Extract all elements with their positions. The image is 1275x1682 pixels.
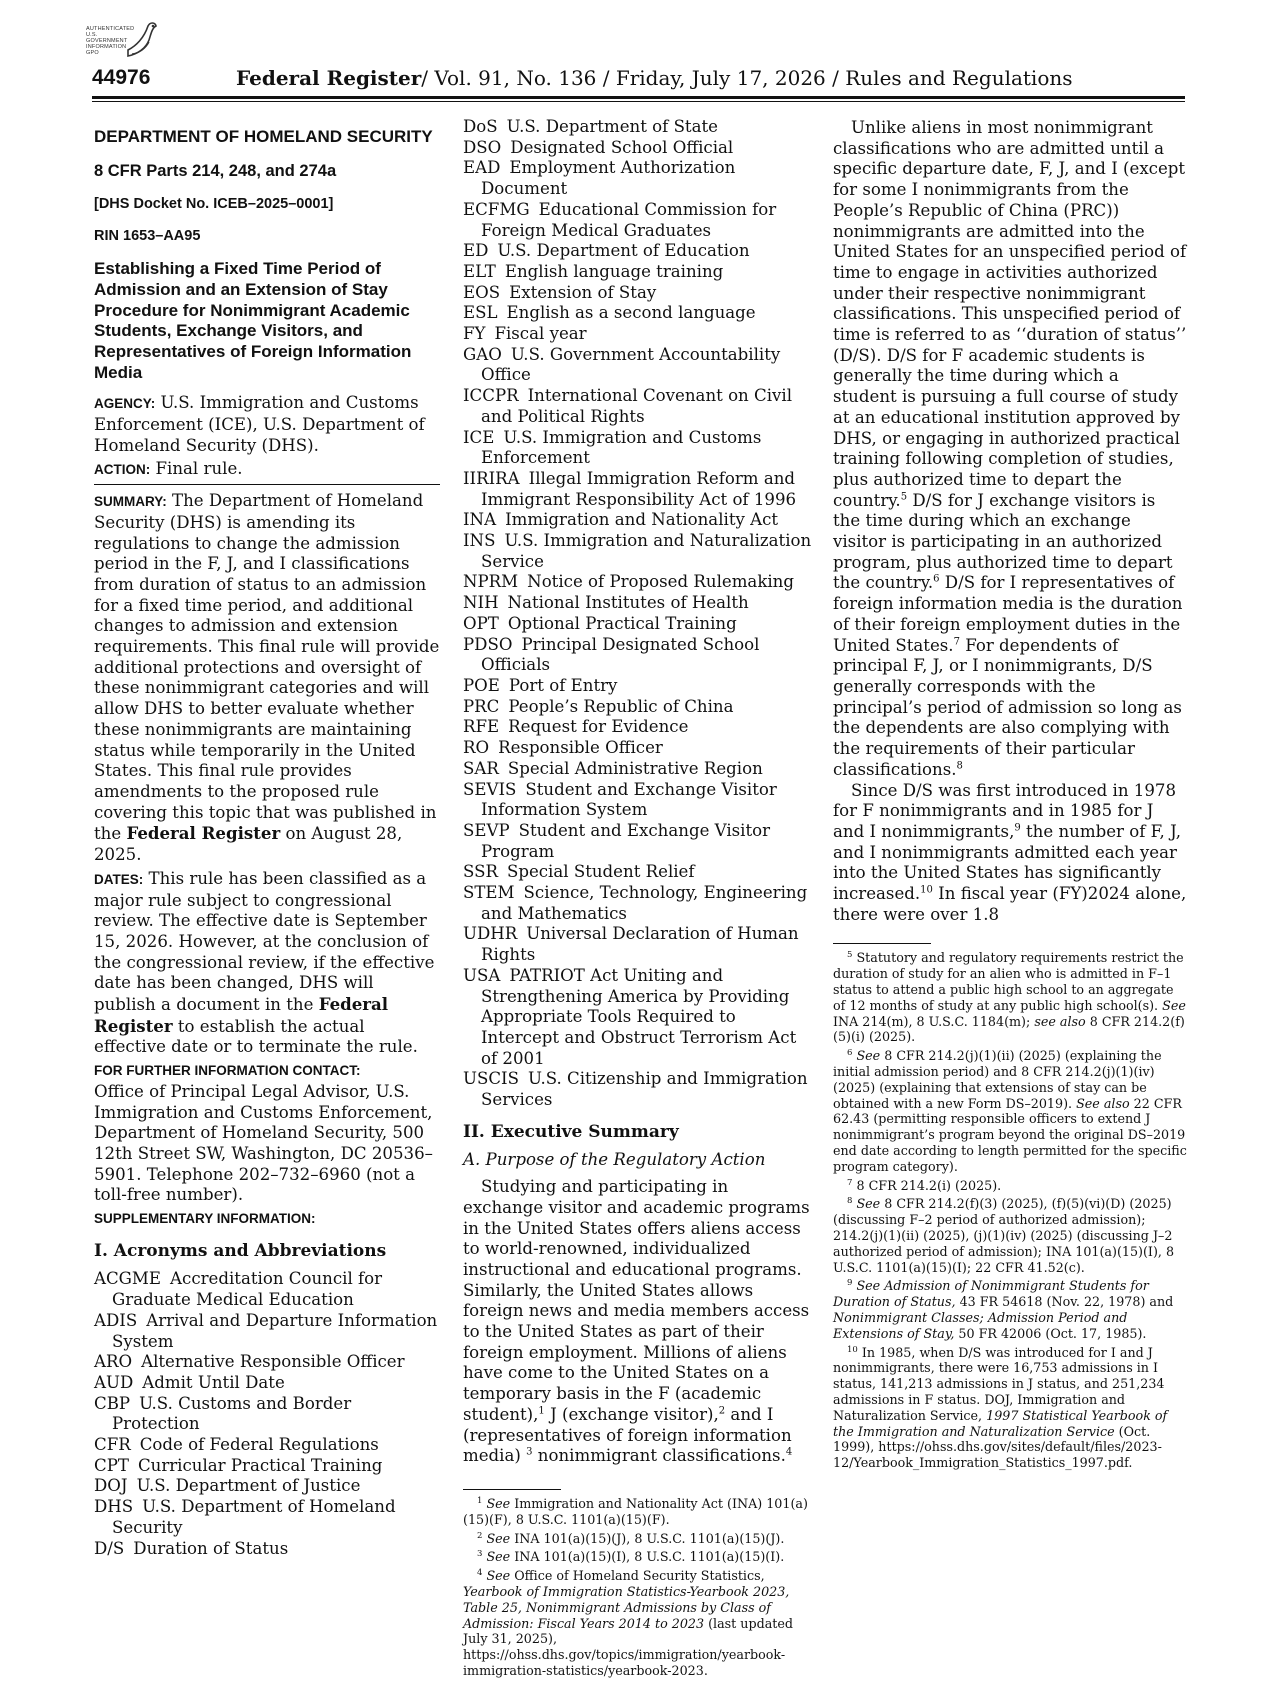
column-3 [833, 118, 1187, 1474]
acronym-abbr: OPT [463, 613, 499, 633]
issue-info: / Vol. 91, No. 136 / Friday, July 17, 2026 / Rules and Regulations [421, 66, 1073, 90]
acronym-item [463, 531, 813, 572]
acronym-item [463, 759, 813, 780]
footnote-rule [833, 943, 931, 944]
acronym-item [463, 883, 813, 924]
fn-ref-8[interactable]: 8 [956, 760, 963, 772]
acronym-abbr: ICE [463, 427, 495, 447]
acronym-item [463, 738, 813, 759]
acronym-item [463, 821, 813, 862]
dates-federal-register: Federal Register [94, 994, 389, 1036]
executive-summary-heading: II. Executive Summary [463, 1121, 679, 1142]
acronym-definition: Admit Until Date [142, 1372, 285, 1392]
acronym-abbr: PDSO [463, 634, 513, 654]
acronym-item [94, 1539, 440, 1560]
column-1 [94, 118, 440, 1559]
fn-see: See [486, 1568, 511, 1584]
footnote-3 [463, 1549, 813, 1565]
fn-ref-6[interactable]: 6 [933, 573, 940, 585]
fn-num: 9 [847, 1278, 853, 1289]
acronym-abbr: NIH [463, 593, 499, 613]
acronym-item [463, 593, 813, 614]
footnote-4 [463, 1568, 813, 1679]
fn-text: 8 CFR 214.2(f)(3) (2025), (f)(5)(vi)(D) (2025) (discussing F–2 period of authorized admission); 214.2(j)(1)(ii) (2025), (j)(1)(iv) (2025) (discussing J–2 authorized period of admission); INA 101(a)(15)(I), 8 U.S.C. 1101(a)(15)(I); 22 CFR 41.52(c). [833, 1196, 1175, 1275]
acronym-abbr: ACGME [94, 1269, 162, 1289]
dates-block [94, 869, 440, 1058]
acronym-definition: Science, Technology, Engineering and Mathematics [481, 883, 808, 923]
acronym-abbr: CFR [94, 1435, 131, 1455]
footnote-rule [463, 1489, 561, 1490]
footnote-8 [833, 1196, 1187, 1275]
acronym-abbr: ELT [463, 261, 496, 281]
acronym-item [94, 1311, 440, 1352]
fn-num: 2 [477, 1530, 483, 1541]
agency-label: AGENCY: [94, 396, 156, 412]
acronym-definition: U.S. Customs and Border Protection [112, 1393, 352, 1434]
acronym-item [463, 469, 813, 510]
purpose-text: Studying and participating in exchange visitor and academic programs in the United States offers aliens access to world-renowned, individualized instructional and educational programs. Similarly, the United States allows foreign news and media members access to the United States as part of their foreign employment. Millions of aliens have come to the United States on a temporary basis in the F (academic student), [463, 1177, 810, 1424]
fn-italic: See Admission of Nonimmigrant Students for Duration of Status, [833, 1278, 1149, 1310]
fn-text: Immigration and Nationality Act (INA) 101(a)(15)(F), 8 U.S.C. 1101(a)(15)(F). [463, 1496, 808, 1527]
purpose-heading: A. Purpose of the Regulatory Action [463, 1150, 766, 1170]
acronym-item [463, 138, 813, 159]
acronym-abbr: EAD [463, 158, 501, 178]
fn-text: Office of Homeland Security Statistics, [514, 1568, 765, 1584]
acronym-abbr: POE [463, 675, 500, 695]
acronym-item [94, 1497, 440, 1538]
fn-text: 43 FR 54618 (Nov. 22, 1978) and [959, 1294, 1174, 1310]
fn-num: 5 [847, 950, 853, 961]
acronym-definition: U.S. Immigration and Customs Enforcement [481, 427, 762, 468]
acronym-definition: Code of Federal Regulations [139, 1435, 379, 1455]
fn-text: 8 CFR 214.2(f)(5)(i) (2025). [833, 1013, 1185, 1045]
acronym-definition: Curricular Practical Training [137, 1455, 383, 1475]
acronym-definition: Optional Practical Training [507, 613, 737, 633]
acronym-definition: Extension of Stay [509, 282, 657, 302]
acronym-definition: Fiscal year [494, 324, 587, 344]
agency-text: U.S. Immigration and Customs Enforcement (ICE), U.S. Department of Homeland Security (DHS). [94, 393, 425, 455]
purpose-text: nonimmigrant classifications. [532, 1446, 786, 1466]
fn-text: 22 CFR 62.43 (permitting responsible officers to extend J nonimmigrant’s program beyond the original DS–2019 end date according to length permitted for the specific program category). [833, 1095, 1187, 1174]
acronym-definition: Universal Declaration of Human Rights [481, 924, 799, 965]
acronym-item [94, 1373, 440, 1394]
acronym-definition: Special Administrative Region [507, 758, 763, 778]
fn-ref-9[interactable]: 9 [1014, 822, 1021, 834]
acronym-abbr: SEVIS [463, 779, 517, 799]
acronym-definition: Designated School Official [510, 137, 734, 157]
fn-text: 8 CFR 214.2(i) (2025). [856, 1177, 1002, 1193]
acronym-definition: Student and Exchange Visitor Program [481, 820, 771, 861]
acronym-abbr: CBP [94, 1393, 131, 1413]
fn-text: Statutory and regulatory requirements restrict the duration of study for an alien who is admitted in F–1 status to attend a public high school to an aggregate of 12 months of study at any public high school(s). [833, 950, 1184, 1013]
body-text: For dependents of principal F, J, or I nonimmigrants, D/S generally corresponds with the principal’s period of admission so long as the dependents are also complying with the requirements of their particular classifications. [833, 635, 1182, 779]
body-text: D/S for J exchange visitors is the time during which an exchange visitor is participating in an authorized program, plus authorized time to depart the country. [833, 490, 1173, 593]
acronym-item [94, 1435, 440, 1456]
acronym-list-2 [463, 117, 813, 1111]
summary-label: SUMMARY: [94, 494, 167, 510]
summary-text-end: on August 28, 2025. [94, 824, 403, 865]
acronym-abbr: STEM [463, 883, 515, 903]
acronym-abbr: SSR [463, 862, 498, 882]
acronym-definition: U.S. Government Accountability Office [481, 344, 781, 385]
supplementary-label: SUPPLEMENTARY INFORMATION: [94, 1211, 316, 1227]
purpose-text: J (exchange visitor), [544, 1404, 719, 1424]
acronym-definition: Special Student Relief [506, 862, 695, 882]
acronym-item [463, 780, 813, 821]
acronym-abbr: DoS [463, 117, 498, 136]
fn-ref-10[interactable]: 10 [920, 884, 933, 896]
acronym-item [463, 1069, 813, 1110]
acronym-abbr: ICCPR [463, 386, 519, 406]
acronym-abbr: CPT [94, 1455, 129, 1475]
acronym-definition: Port of Entry [508, 675, 618, 695]
body-text: Since D/S was first introduced in 1978 for F nonimmigrants and in 1985 for J and I nonimmigrants, [833, 780, 1177, 841]
acronym-definition: Principal Designated School Officials [481, 634, 760, 675]
acronym-definition: People’s Republic of China [508, 696, 734, 716]
docket-number: [DHS Docket No. ICEB–2025–0001] [94, 195, 334, 212]
dates-text: This rule has been classified as a major rule subject to congressional review. The effective date is September 15, 2026. However, at the conclusion of the congressional review, if the effective date has been changed, DHS will publish a document in the [94, 868, 435, 1015]
footnote-10 [833, 1345, 1187, 1471]
acronym-definition: English as a second language [506, 303, 756, 323]
fn-num: 7 [847, 1177, 853, 1188]
acronym-abbr: SEVP [463, 820, 510, 840]
acronym-abbr: USCIS [463, 1069, 519, 1089]
page-number: 44976 [92, 66, 151, 89]
acronym-definition: Responsible Officer [498, 738, 663, 758]
gpo-authentication-logo [86, 20, 164, 64]
acronym-item [463, 614, 813, 635]
acronym-item [463, 262, 813, 283]
journal-name: Federal Register [236, 66, 422, 90]
column-2 [463, 117, 813, 1682]
acronym-abbr: ARO [94, 1352, 133, 1372]
acronym-item [463, 324, 813, 345]
action-label: ACTION: [94, 462, 151, 478]
fn-text: (last updated July 31, 2025), https://ohss.dhs.gov/topics/immigration/yearbook-immigration-statistics/yearbook-2023. [463, 1615, 794, 1678]
eagle-icon [122, 20, 162, 64]
acronym-abbr: ADIS [94, 1310, 138, 1330]
fn-italic: 1997 Statistical Yearbook of the Immigration and Naturalization Service [833, 1407, 1168, 1439]
fn-text: 50 FR 42006 (Oct. 17, 1985). [958, 1325, 1147, 1341]
acronym-definition: U.S. Department of Education [497, 241, 750, 261]
acronym-definition: Accreditation Council for Graduate Medical Education [112, 1269, 383, 1310]
rule-title: Establishing a Fixed Time Period of Admission and an Extension of Stay Procedure for Nonimmigrant Academic Students, Exchange Visitors, and Representatives of Foreign Information Media [94, 259, 412, 382]
fn-num: 6 [847, 1047, 853, 1058]
fn-italic: Nonimmigrant Classes; Admission Period and Extensions of Stay, [833, 1309, 1128, 1341]
acronym-item [463, 386, 813, 427]
fn-ref-7[interactable]: 7 [953, 636, 960, 648]
fn-see: See [486, 1549, 511, 1565]
fn-italic: Yearbook of Immigration Statistics-Yearbook 2023, Table 25, Nonimmigrant Admissions by Class of Admission: Fiscal Years 2014 to 2023 [463, 1583, 790, 1631]
acronym-item [463, 510, 813, 531]
acronym-definition: Alternative Responsible Officer [141, 1352, 405, 1372]
header-rule-thin [92, 101, 1185, 102]
acronym-definition: English language training [504, 261, 724, 281]
acronym-item [463, 158, 813, 199]
acronym-abbr: DHS [94, 1497, 134, 1517]
footnote-1 [463, 1496, 813, 1528]
contact-text: Office of Principal Legal Advisor, U.S. Immigration and Customs Enforcement, Department of Homeland Security, 500 12th Street SW, Washington, DC 20536–5901. Telephone 202–732–6960 (not a toll-free number). [94, 1081, 433, 1205]
fn-num: 4 [477, 1567, 483, 1578]
acronym-item [463, 676, 813, 697]
fn-text: (Oct. 1999), https://ohss.dhs.gov/sites/default/files/2023-12/Yearbook_Immigration_Statistics_1997.pdf. [833, 1423, 1162, 1471]
acronym-abbr: ED [463, 241, 489, 261]
acronym-item [463, 345, 813, 386]
footnotes-col2 [463, 1496, 813, 1679]
duration-of-status-paragraph [833, 118, 1187, 781]
acronym-definition: Educational Commission for Foreign Medical Graduates [481, 199, 777, 240]
fn-see: See [856, 1048, 881, 1064]
dates-label: DATES: [94, 871, 144, 887]
acronym-item [463, 862, 813, 883]
summary-text: The Department of Homeland Security (DHS) is amending its regulations to change the admission period in the F, J, and I classifications from duration of status to an admission for a fixed time period, and additional changes to admission and extension requirements. This final rule will provide additional protections and oversight of these nonimmigrant categories and will allow DHS to better evaluate whether these nonimmigrants are maintaining status while temporarily in the United States. This final rule provides amendments to the proposed rule covering this topic that was published in the [94, 491, 440, 844]
acronym-abbr: D/S [94, 1538, 125, 1558]
fn-text: 8 CFR 214.2(j)(1)(ii) (2025) (explaining the initial admission period) and 8 CFR 214.2(j)(1)(iv) (2025) (explaining that extensions of stay can be obtained with a new Form DS–2019). [833, 1048, 1162, 1111]
acronym-abbr: IIRIRA [463, 468, 520, 488]
divider [94, 484, 440, 485]
contact-label: FOR FURTHER INFORMATION CONTACT: [94, 1063, 361, 1079]
acronym-definition: Student and Exchange Visitor Information System [481, 779, 777, 820]
acronym-abbr: ECFMG [463, 199, 530, 219]
fn-ref-5[interactable]: 5 [900, 491, 908, 503]
fn-num: 10 [847, 1344, 858, 1355]
footnotes-col3 [833, 950, 1187, 1471]
acronyms-heading: I. Acronyms and Abbreviations [94, 1240, 387, 1261]
acronym-abbr: GAO [463, 344, 502, 364]
running-title [236, 66, 1073, 90]
footnote-2 [463, 1531, 813, 1547]
acronym-definition: Employment Authorization Document [481, 158, 736, 199]
summary-block [94, 491, 440, 866]
acronym-definition: U.S. Immigration and Naturalization Service [481, 531, 812, 571]
acronym-abbr: RO [463, 738, 490, 758]
agency-block [94, 393, 440, 456]
fn-see-also: See also [1076, 1095, 1130, 1111]
acronym-list-1 [94, 1269, 440, 1559]
footnote-6 [833, 1048, 1187, 1174]
fn-text: INA 101(a)(15)(J), 8 U.S.C. 1101(a)(15)(J). [514, 1530, 785, 1546]
acronym-abbr: AUD [94, 1372, 134, 1392]
acronym-abbr: DSO [463, 137, 502, 157]
fn-text: INA 101(a)(15)(I), 8 U.S.C. 1101(a)(15)(I). [514, 1549, 785, 1565]
fn-see: See [486, 1530, 511, 1546]
acronym-item [94, 1394, 440, 1435]
acronym-item [94, 1352, 440, 1373]
fn-ref-3[interactable]: 3 [526, 1446, 533, 1458]
acronym-abbr: INS [463, 531, 496, 551]
acronym-abbr: NPRM [463, 572, 519, 592]
body-text: In fiscal year (FY)2024 alone, there were over 1.8 [833, 884, 1187, 924]
acronym-definition: U.S. Citizenship and Immigration Services [481, 1069, 808, 1110]
acronym-definition: Notice of Proposed Rulemaking [527, 572, 794, 592]
acronym-item [463, 966, 813, 1070]
fn-ref-2[interactable]: 2 [718, 1405, 726, 1417]
summary-federal-register: Federal Register [126, 823, 281, 844]
acronym-definition: National Institutes of Health [507, 593, 749, 613]
action-text: Final rule. [155, 459, 243, 479]
acronym-item [463, 572, 813, 593]
acronym-abbr: PRC [463, 696, 500, 716]
acronym-abbr: USA [463, 965, 501, 985]
acronym-definition: Duration of Status [133, 1538, 289, 1558]
acronym-definition: PATRIOT Act Uniting and Strengthening America by Providing Appropriate Tools Required to Intercept and Obstruct Terrorism Act of 2001 [481, 965, 797, 1068]
fn-see-also: see also [1034, 1013, 1086, 1029]
fn-num: 3 [477, 1549, 483, 1560]
footnote-9 [833, 1278, 1187, 1341]
fn-num: 1 [477, 1495, 483, 1506]
rin-number: RIN 1653–AA95 [94, 228, 201, 245]
acronym-definition: Arrival and Departure Information System [112, 1310, 438, 1351]
acronym-item [463, 303, 813, 324]
fn-see: See [856, 1196, 881, 1212]
acronym-abbr: RFE [463, 717, 500, 737]
purpose-text: and I (representatives of foreign information media) [463, 1404, 792, 1466]
acronym-item [463, 428, 813, 469]
running-header [92, 66, 1185, 96]
acronym-definition: U.S. Department of Justice [136, 1476, 361, 1496]
fn-text: In 1985, when D/S was introduced for I and J nonimmigrants, there were 16,753 admissions in I status, 141,213 admissions in J status, and 251,234 admissions in F status. DOJ, Immigration and Naturalization Service, [833, 1344, 1165, 1423]
acronym-item [94, 1456, 440, 1477]
fn-see: See [1162, 997, 1186, 1013]
action-block [94, 459, 440, 481]
fn-ref-1[interactable]: 1 [538, 1405, 545, 1417]
acronym-item [463, 117, 813, 138]
acronym-item [94, 1269, 440, 1310]
acronym-abbr: DOJ [94, 1476, 128, 1496]
body-text: D/S for I representatives of foreign information media is the duration of their foreign employment duties in the United States. [833, 573, 1183, 655]
acronym-item [463, 717, 813, 738]
acronym-abbr: INA [463, 510, 497, 530]
acronym-item [463, 241, 813, 262]
acronym-abbr: SAR [463, 758, 499, 778]
body-text: Unlike aliens in most nonimmigrant classifications who are admitted until a specific departure date, F, J, and I (except for some I nonimmigrants from the People’s Republic of China (PRC)) nonimmigrants are admitted into the United States for an unspecified period of time to engage in activities authorized under their respective nonimmigrant classifications. This unspecified period of time is referred to as ‘‘duration of status’’ (D/S). D/S for F academic students is generally the time during which a student is pursuing a full course of study at an educational institution approved by DHS, or engaging in authorized practical training following completion of studies, plus authorized time to depart the country. [833, 118, 1187, 510]
fn-ref-4[interactable]: 4 [785, 1446, 793, 1458]
acronym-item [463, 697, 813, 718]
history-paragraph [833, 781, 1187, 926]
acronym-item [463, 924, 813, 965]
cfr-parts: 8 CFR Parts 214, 248, and 274a [94, 162, 337, 180]
department-heading: DEPARTMENT OF HOMELAND SECURITY [94, 127, 433, 146]
acronym-definition: U.S. Department of State [506, 117, 718, 136]
fn-text: INA 214(m), 8 U.S.C. 1184(m); [833, 1013, 1031, 1029]
acronym-abbr: FY [463, 324, 486, 344]
acronym-abbr: UDHR [463, 924, 518, 944]
footnote-7 [833, 1178, 1187, 1194]
acronym-abbr: EOS [463, 282, 501, 302]
body-text: the number of F, J, and I nonimmigrants admitted each year into the United States has significantly increased. [833, 821, 1182, 904]
acronym-definition: Request for Evidence [508, 717, 689, 737]
acronym-definition: U.S. Department of Homeland Security [112, 1497, 396, 1537]
logo-text: AUTHENTICATED U.S. GOVERNMENT INFORMATION GPO [86, 26, 135, 56]
acronym-definition: Illegal Immigration Reform and Immigrant Responsibility Act of 1996 [481, 468, 797, 509]
purpose-paragraph [463, 1177, 813, 1467]
acronym-abbr: ESL [463, 303, 498, 323]
acronym-definition: Immigration and Nationality Act [505, 510, 779, 530]
fn-num: 8 [847, 1196, 853, 1207]
fn-see: See [486, 1496, 511, 1511]
acronym-item [463, 200, 813, 241]
header-rule-thick [92, 96, 1185, 99]
acronym-item [463, 635, 813, 676]
acronym-definition: International Covenant on Civil and Political Rights [481, 386, 793, 426]
dates-text-end: to establish the actual effective date or to terminate the rule. [94, 1016, 418, 1057]
acronym-item [94, 1476, 440, 1497]
footnote-5 [833, 950, 1187, 1045]
acronym-item [463, 283, 813, 304]
